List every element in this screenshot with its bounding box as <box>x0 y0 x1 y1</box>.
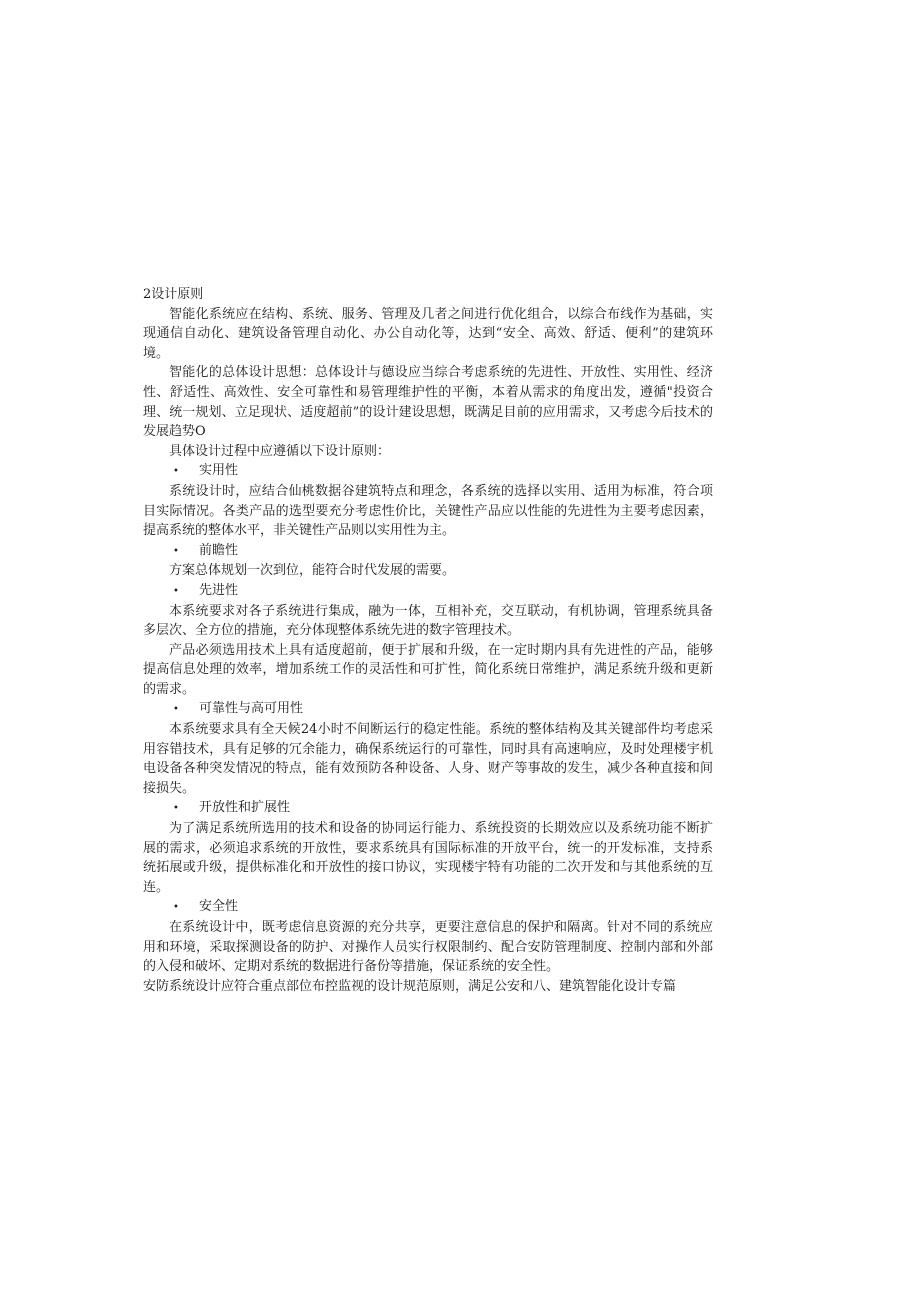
principle-paragraph: 在系统设计中，既考虑信息资源的充分共享，更要注意信息的保护和隔离。针对不同的系统应用和环境，采取探测设备的防护、对操作人员实行权限制约、配合安防管理制度、控制内部和外部的入侵和破坏、定期对系统的数据进行备份等措施，保证系统的安全性。 <box>143 920 713 975</box>
principle-paragraph: 系统设计时，应结合仙桃数据谷建筑特点和理念，各系统的选择以实用、适用为标准，符合项目实际情况。各类产品的选型要充分考虑性价比，关键性产品应以性能的先进性为主要考虑因素，提高系统的整体水平，非关键性产品则以实用性为主。 <box>143 483 713 539</box>
section-heading: 2设计原则 <box>143 287 204 302</box>
principle-heading-reliability <box>143 699 713 720</box>
bullet-icon: • <box>173 545 179 557</box>
intro-paragraph-2: 智能化的总体设计思想：总体设计与德设应当综合考虑系统的先进性、开放性、实用性、经济性、舒适性、高效性、安全可靠性和易管理维护性的平衡，本着从需求的角度出发，遵循"投资合理、统一规划、立足现状、适度超前”的设计建设思想，既满足目前的应用需求，又考虑今后技术的发展趋势O <box>143 365 713 440</box>
bullet-icon: • <box>173 902 179 914</box>
document-page <box>143 285 713 996</box>
principle-heading-security <box>143 897 713 918</box>
bullet-icon: • <box>173 466 179 478</box>
intro-paragraph-3: 具体设计过程中应遵循以下设计原则： <box>169 443 391 459</box>
bullet-icon: • <box>173 704 179 716</box>
principle-title: 安全性 <box>199 899 239 915</box>
principle-title: 可靠性与高可用性 <box>199 701 304 717</box>
principle-heading-advancement <box>143 581 713 602</box>
principle-paragraph: 本系统要求具有全天候24小时不间断运行的稳定性能。系统的整体结构及其关键部件均考虑采用容错技术，具有足够的冗余能力，确保系统运行的可靠性，同时具有高速响应，及时处理楼宇机电设备各种突发情况的特点，能有效预防各种设备、人身、财产等事故的发生，减少各种直接和间接损失。 <box>143 722 713 796</box>
bullet-icon: • <box>173 585 179 597</box>
principle-title: 前瞻性 <box>199 542 239 558</box>
principle-paragraph: 方案总体规划一次到位，能符合时代发展的需要。 <box>169 563 456 579</box>
principle-paragraph: 产品必须选用技术上具有适度超前，便于扩展和升级，在一定时期内具有先进性的产品，能够提高信息处理的效率，增加系统工作的灵活性和可扩性，简化系统日常维护，满足系统升级和更新的需求。 <box>143 642 713 697</box>
principle-title: 开放性和扩展性 <box>199 800 291 816</box>
principle-paragraph: 本系统要求对各子系统进行集成，融为一体，互相补充，交互联动，有机协调，管理系统具备多层次、全方位的措施，充分体现整体系统先进的数字管理技术。 <box>143 603 713 639</box>
closing-paragraph: 安防系统设计应符合重点部位布控监视的设计规范原则，满足公安和八、建筑智能化设计专篇 <box>143 978 677 994</box>
bullet-icon: • <box>173 803 179 815</box>
principle-title: 先进性 <box>199 582 239 598</box>
intro-paragraph-1: 智能化系统应在结构、系统、服务、管理及几者之间进行优化组合，以综合布线作为基础，实现通信自动化、建筑设备管理自动化、办公自动化等，达到“安全、高效、舒适、便利”的建筑环境。 <box>143 306 713 361</box>
principle-heading-openness <box>143 798 713 819</box>
principle-heading-foresight <box>143 541 713 562</box>
principle-heading-practicality <box>143 461 713 482</box>
principle-paragraph: 为了满足系统所选用的技术和设备的协同运行能力、系统投资的长期效应以及系统功能不断扩展的需求，必须追求系统的开放性，要求系统具有国际标准的开放平台，统一的开发标准，支持系统拓展或升级，提供标准化和开放性的接口协议，实现楼宇特有功能的二次开发和与其他系统的互连。 <box>143 821 713 895</box>
principle-title: 实用性 <box>199 463 239 479</box>
